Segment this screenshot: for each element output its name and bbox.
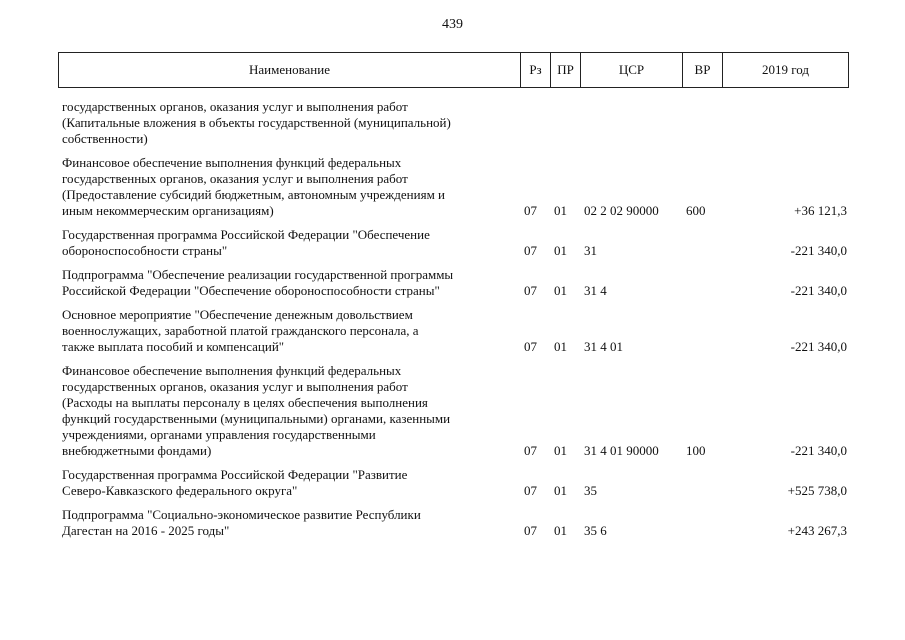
row-rz: 07 [524, 339, 537, 354]
row-name-line: государственных органов, оказания услуг и выполнения работ [62, 379, 408, 394]
row-name-line: военнослужащих, заработной платой гражданского персонала, а [62, 323, 419, 338]
row-csr: 35 6 [584, 523, 607, 538]
table-row [0, 307, 905, 355]
row-name-line: Дагестан на 2016 - 2025 годы" [62, 523, 230, 538]
table-row [0, 99, 905, 147]
row-name-line: учреждениями, органами управления государственными [62, 427, 376, 442]
row-name [62, 363, 518, 459]
row-name [62, 155, 518, 219]
row-name [62, 267, 518, 299]
row-csr: 02 2 02 90000 [584, 203, 659, 218]
row-name-line: Государственная программа Российской Федерации "Обеспечение [62, 227, 430, 242]
row-name-line: иным некоммерческим организациям) [62, 203, 274, 218]
row-name-line: (Предоставление субсидий бюджетным, автономным учреждениям и [62, 187, 445, 202]
row-csr: 35 [584, 483, 597, 498]
row-rz: 07 [524, 523, 537, 538]
row-name [62, 307, 518, 355]
table-body [0, 99, 905, 547]
row-name [62, 507, 518, 539]
row-amount: -221 340,0 [790, 243, 847, 258]
row-name [62, 467, 518, 499]
row-name-line: Подпрограмма "Обеспечение реализации государственной программы [62, 267, 454, 282]
row-csr: 31 4 01 90000 [584, 443, 659, 458]
table-row [0, 267, 905, 299]
row-rz: 07 [524, 243, 537, 258]
row-name-line: Российской Федерации "Обеспечение обороноспособности страны" [62, 283, 440, 298]
row-amount: -221 340,0 [790, 443, 847, 458]
row-name-line: Финансовое обеспечение выполнения функций федеральных [62, 155, 402, 170]
row-name-line: Финансовое обеспечение выполнения функций федеральных [62, 363, 402, 378]
row-name-line: собственности) [62, 131, 148, 146]
row-name-line: также выплата пособий и компенсаций" [62, 339, 285, 354]
row-vr: 600 [686, 203, 706, 218]
row-csr: 31 4 01 [584, 339, 623, 354]
row-rz: 07 [524, 483, 537, 498]
row-name-line: Основное мероприятие "Обеспечение денежным довольствием [62, 307, 413, 322]
row-rz: 07 [524, 283, 537, 298]
row-name-line: функций государственными (муниципальными) органами, казенными [62, 411, 451, 426]
row-rz: 07 [524, 203, 537, 218]
row-pr: 01 [554, 483, 567, 498]
row-name-line: (Капитальные вложения в объекты государственной (муниципальной) [62, 115, 451, 130]
table-row [0, 155, 905, 219]
table-header [58, 52, 849, 88]
row-name-line: обороноспособности страны" [62, 243, 228, 258]
row-amount: -221 340,0 [790, 283, 847, 298]
header-name: Наименование [59, 53, 521, 88]
row-name-line: Государственная программа Российской Федерации "Развитие [62, 467, 408, 482]
row-pr: 01 [554, 243, 567, 258]
row-name [62, 99, 518, 147]
row-pr: 01 [554, 443, 567, 458]
table-row [0, 363, 905, 459]
header-csr: ЦСР [581, 53, 683, 88]
row-csr: 31 [584, 243, 597, 258]
row-pr: 01 [554, 203, 567, 218]
row-amount: -221 340,0 [790, 339, 847, 354]
header-rz: Рз [521, 53, 551, 88]
row-amount: +243 267,3 [787, 523, 847, 538]
table-row [0, 227, 905, 259]
row-name-line: Северо-Кавказского федерального округа" [62, 483, 298, 498]
row-name [62, 227, 518, 259]
row-csr: 31 4 [584, 283, 607, 298]
row-name-line: (Расходы на выплаты персоналу в целях обеспечения выполнения [62, 395, 428, 410]
header-year: 2019 год [723, 53, 849, 88]
header-vr: ВР [683, 53, 723, 88]
row-rz: 07 [524, 443, 537, 458]
row-amount: +36 121,3 [794, 203, 847, 218]
row-pr: 01 [554, 283, 567, 298]
row-pr: 01 [554, 339, 567, 354]
row-name-line: государственных органов, оказания услуг и выполнения работ [62, 171, 408, 186]
row-name-line: государственных органов, оказания услуг и выполнения работ [62, 99, 408, 114]
row-name-line: Подпрограмма "Социально-экономическое развитие Республики [62, 507, 421, 522]
row-vr: 100 [686, 443, 706, 458]
row-pr: 01 [554, 523, 567, 538]
row-amount: +525 738,0 [787, 483, 847, 498]
header-pr: ПР [551, 53, 581, 88]
page-number: 439 [442, 17, 463, 32]
table-row [0, 507, 905, 539]
row-name-line: внебюджетными фондами) [62, 443, 212, 458]
table-row [0, 467, 905, 499]
